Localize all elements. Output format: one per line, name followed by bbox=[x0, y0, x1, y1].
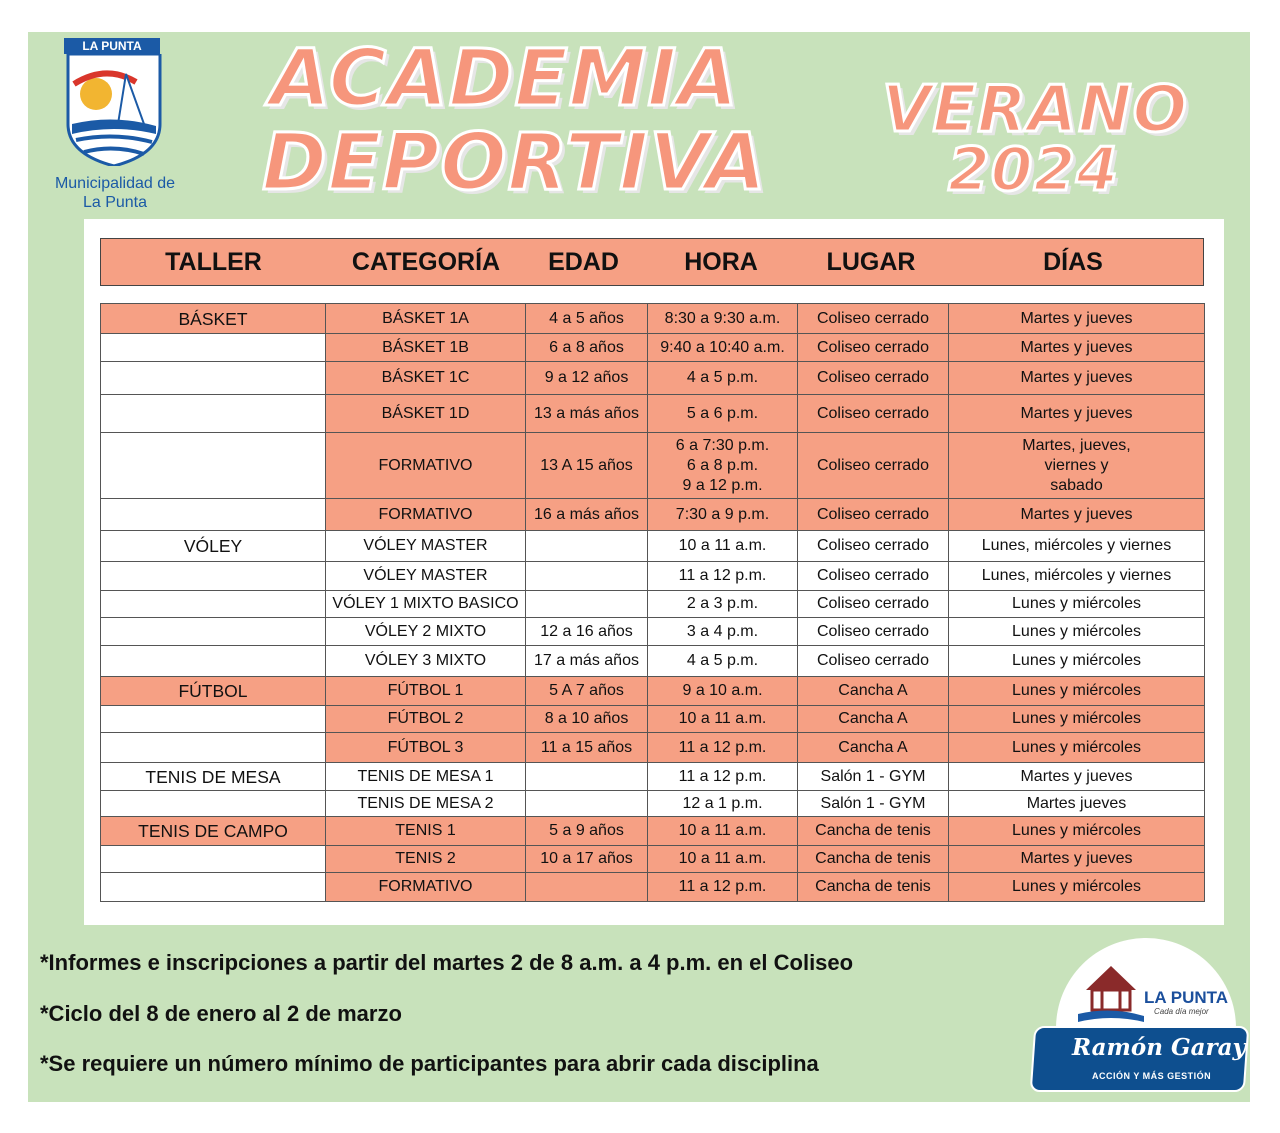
cell-taller bbox=[101, 562, 326, 591]
cell-lugar: Salón 1 - GYM bbox=[798, 791, 949, 817]
cell-categoria: TENIS 1 bbox=[326, 817, 526, 846]
title-year: 2024 bbox=[948, 135, 1119, 205]
brand-city: LA PUNTA bbox=[1144, 988, 1229, 1007]
logo-line-1: Municipalidad de bbox=[54, 175, 176, 192]
cell-taller bbox=[101, 395, 326, 433]
cell-categoria: BÁSKET 1A bbox=[326, 304, 526, 334]
table-row bbox=[101, 395, 1205, 433]
logo-caption: LA PUNTA bbox=[64, 38, 160, 54]
cell-categoria: TENIS DE MESA 2 bbox=[326, 791, 526, 817]
table-row bbox=[101, 334, 1205, 362]
cell-edad bbox=[526, 763, 648, 791]
cell-hora: 10 a 11 a.m. bbox=[648, 531, 798, 562]
cell-lugar: Cancha de tenis bbox=[798, 817, 949, 846]
cell-taller: TENIS DE CAMPO bbox=[101, 817, 326, 846]
cell-taller: TENIS DE MESA bbox=[101, 763, 326, 791]
cell-dias: Lunes y miércoles bbox=[949, 618, 1205, 646]
table-header bbox=[100, 238, 1204, 286]
cell-categoria: TENIS DE MESA 1 bbox=[326, 763, 526, 791]
cell-lugar: Coliseo cerrado bbox=[798, 334, 949, 362]
cell-categoria: VÓLEY MASTER bbox=[326, 531, 526, 562]
cell-taller bbox=[101, 846, 326, 873]
cell-lugar: Coliseo cerrado bbox=[798, 646, 949, 677]
cell-dias: Martes jueves bbox=[949, 791, 1205, 817]
cell-lugar: Cancha A bbox=[798, 677, 949, 706]
cell-hora: 10 a 11 a.m. bbox=[648, 706, 798, 733]
cell-taller bbox=[101, 362, 326, 395]
cell-categoria: FÚTBOL 2 bbox=[326, 706, 526, 733]
cell-taller: VÓLEY bbox=[101, 531, 326, 562]
note-ciclo: *Ciclo del 8 de enero al 2 de marzo bbox=[40, 1001, 402, 1026]
cell-categoria: FORMATIVO bbox=[326, 499, 526, 531]
note-inscripciones: *Informes e inscripciones a partir del martes 2 de 8 a.m. a 4 p.m. en el Coliseo bbox=[40, 950, 854, 975]
cell-categoria: FORMATIVO bbox=[326, 873, 526, 902]
cell-taller bbox=[101, 499, 326, 531]
coat-of-arms-icon bbox=[66, 54, 162, 166]
cell-hora: 10 a 11 a.m. bbox=[648, 817, 798, 846]
cell-categoria: FÚTBOL 3 bbox=[326, 733, 526, 763]
cell-lugar: Coliseo cerrado bbox=[798, 433, 949, 499]
cell-edad: 12 a 16 años bbox=[526, 618, 648, 646]
cell-edad: 11 a 15 años bbox=[526, 733, 648, 763]
brand-slogan: Cada día mejor bbox=[1154, 1007, 1209, 1016]
table-row bbox=[101, 362, 1205, 395]
cell-hora: 8:30 a 9:30 a.m. bbox=[648, 304, 798, 334]
cell-hora: 12 a 1 p.m. bbox=[648, 791, 798, 817]
cell-categoria: FORMATIVO bbox=[326, 433, 526, 499]
cell-taller bbox=[101, 591, 326, 618]
logo-line-2: La Punta bbox=[82, 194, 148, 211]
cell-categoria: BÁSKET 1C bbox=[326, 362, 526, 395]
table-row bbox=[101, 873, 1205, 902]
cell-edad: 6 a 8 años bbox=[526, 334, 648, 362]
table-row bbox=[101, 733, 1205, 763]
cell-dias: Lunes y miércoles bbox=[949, 591, 1205, 618]
cell-lugar: Coliseo cerrado bbox=[798, 395, 949, 433]
cell-edad: 9 a 12 años bbox=[526, 362, 648, 395]
cell-dias: Lunes y miércoles bbox=[949, 817, 1205, 846]
cell-categoria: VÓLEY MASTER bbox=[326, 562, 526, 591]
title-deportiva: DEPORTIVA bbox=[262, 118, 767, 208]
cell-dias: Lunes, miércoles y viernes bbox=[949, 531, 1205, 562]
header-dias: DÍAS bbox=[1043, 248, 1103, 276]
cell-lugar: Coliseo cerrado bbox=[798, 591, 949, 618]
cell-dias: Lunes, miércoles y viernes bbox=[949, 562, 1205, 591]
cell-hora: 4 a 5 p.m. bbox=[648, 646, 798, 677]
cell-edad: 17 a más años bbox=[526, 646, 648, 677]
cell-categoria: VÓLEY 1 MIXTO BASICO bbox=[326, 591, 526, 618]
table-row bbox=[101, 531, 1205, 562]
cell-lugar: Cancha A bbox=[798, 706, 949, 733]
table-row bbox=[101, 846, 1205, 873]
cell-edad: 13 A 15 años bbox=[526, 433, 648, 499]
table-row bbox=[101, 304, 1205, 334]
cell-dias: Lunes y miércoles bbox=[949, 873, 1205, 902]
cell-edad: 5 A 7 años bbox=[526, 677, 648, 706]
cell-edad: 10 a 17 años bbox=[526, 846, 648, 873]
cell-dias: Martes y jueves bbox=[949, 304, 1205, 334]
cell-edad bbox=[526, 591, 648, 618]
cell-dias: Lunes y miércoles bbox=[949, 677, 1205, 706]
cell-dias: Martes y jueves bbox=[949, 395, 1205, 433]
title-verano: VERANO bbox=[882, 73, 1189, 147]
cell-dias: Martes y jueves bbox=[949, 334, 1205, 362]
cell-hora: 2 a 3 p.m. bbox=[648, 591, 798, 618]
cell-taller bbox=[101, 646, 326, 677]
note-minimo: *Se requiere un número mínimo de participantes para abrir cada disciplina bbox=[40, 1051, 819, 1076]
cell-dias: Martes y jueves bbox=[949, 499, 1205, 531]
cell-hora: 9:40 a 10:40 a.m. bbox=[648, 334, 798, 362]
cell-edad: 5 a 9 años bbox=[526, 817, 648, 846]
cell-dias: Lunes y miércoles bbox=[949, 646, 1205, 677]
header-edad: EDAD bbox=[548, 248, 619, 276]
cell-edad: 13 a más años bbox=[526, 395, 648, 433]
cell-taller: FÚTBOL bbox=[101, 677, 326, 706]
cell-categoria: FÚTBOL 1 bbox=[326, 677, 526, 706]
gazebo-icon bbox=[1076, 956, 1146, 1026]
schedule-table bbox=[100, 303, 1205, 902]
cell-edad bbox=[526, 531, 648, 562]
cell-hora: 9 a 10 a.m. bbox=[648, 677, 798, 706]
cell-dias: Martes y jueves bbox=[949, 846, 1205, 873]
cell-lugar: Cancha de tenis bbox=[798, 873, 949, 902]
cell-hora: 11 a 12 p.m. bbox=[648, 873, 798, 902]
table-row bbox=[101, 499, 1205, 531]
cell-categoria: VÓLEY 2 MIXTO bbox=[326, 618, 526, 646]
cell-lugar: Salón 1 - GYM bbox=[798, 763, 949, 791]
cell-taller bbox=[101, 873, 326, 902]
table-row bbox=[101, 677, 1205, 706]
table-row bbox=[101, 646, 1205, 677]
cell-hora: 11 a 12 p.m. bbox=[648, 562, 798, 591]
cell-lugar: Coliseo cerrado bbox=[798, 531, 949, 562]
table-row bbox=[101, 562, 1205, 591]
cell-lugar: Coliseo cerrado bbox=[798, 562, 949, 591]
cell-categoria: VÓLEY 3 MIXTO bbox=[326, 646, 526, 677]
cell-dias: Martes y jueves bbox=[949, 362, 1205, 395]
cell-lugar: Cancha A bbox=[798, 733, 949, 763]
cell-hora: 3 a 4 p.m. bbox=[648, 618, 798, 646]
table-row bbox=[101, 706, 1205, 733]
header-lugar: LUGAR bbox=[826, 248, 916, 276]
cell-categoria: BÁSKET 1D bbox=[326, 395, 526, 433]
cell-lugar: Coliseo cerrado bbox=[798, 362, 949, 395]
header-hora: HORA bbox=[684, 248, 758, 276]
cell-edad: 16 a más años bbox=[526, 499, 648, 531]
cell-hora: 10 a 11 a.m. bbox=[648, 846, 798, 873]
table-row bbox=[101, 763, 1205, 791]
cell-hora: 7:30 a 9 p.m. bbox=[648, 499, 798, 531]
cell-taller: BÁSKET bbox=[101, 304, 326, 334]
cell-edad bbox=[526, 873, 648, 902]
cell-taller bbox=[101, 706, 326, 733]
header-taller: TALLER bbox=[165, 248, 262, 276]
cell-hora: 5 a 6 p.m. bbox=[648, 395, 798, 433]
cell-hora: 11 a 12 p.m. bbox=[648, 763, 798, 791]
cell-edad bbox=[526, 562, 648, 591]
cell-edad: 4 a 5 años bbox=[526, 304, 648, 334]
cell-hora: 6 a 7:30 p.m. 6 a 8 p.m. 9 a 12 p.m. bbox=[648, 433, 798, 499]
cell-dias: Martes y jueves bbox=[949, 763, 1205, 791]
cell-taller bbox=[101, 618, 326, 646]
cell-dias: Lunes y miércoles bbox=[949, 733, 1205, 763]
brand-tagline: ACCIÓN Y MÁS GESTIÓN bbox=[1092, 1071, 1212, 1081]
cell-taller bbox=[101, 733, 326, 763]
table-row bbox=[101, 791, 1205, 817]
cell-dias: Lunes y miércoles bbox=[949, 706, 1205, 733]
cell-lugar: Cancha de tenis bbox=[798, 846, 949, 873]
cell-categoria: TENIS 2 bbox=[326, 846, 526, 873]
cell-taller bbox=[101, 791, 326, 817]
table-row bbox=[101, 591, 1205, 618]
cell-dias: Martes, jueves, viernes y sabado bbox=[949, 433, 1205, 499]
cell-lugar: Coliseo cerrado bbox=[798, 499, 949, 531]
cell-lugar: Coliseo cerrado bbox=[798, 618, 949, 646]
brand-logo bbox=[1032, 938, 1247, 1096]
brand-name: Ramón Garay bbox=[1072, 1034, 1246, 1061]
cell-lugar: Coliseo cerrado bbox=[798, 304, 949, 334]
cell-hora: 11 a 12 p.m. bbox=[648, 733, 798, 763]
table-row bbox=[101, 817, 1205, 846]
cell-edad: 8 a 10 años bbox=[526, 706, 648, 733]
table-row bbox=[101, 433, 1205, 499]
title-academia: ACADEMIA bbox=[270, 34, 739, 124]
header-categoria: CATEGORÍA bbox=[351, 248, 501, 276]
table-row bbox=[101, 618, 1205, 646]
cell-taller bbox=[101, 433, 326, 499]
cell-categoria: BÁSKET 1B bbox=[326, 334, 526, 362]
cell-hora: 4 a 5 p.m. bbox=[648, 362, 798, 395]
cell-taller bbox=[101, 334, 326, 362]
cell-edad bbox=[526, 791, 648, 817]
